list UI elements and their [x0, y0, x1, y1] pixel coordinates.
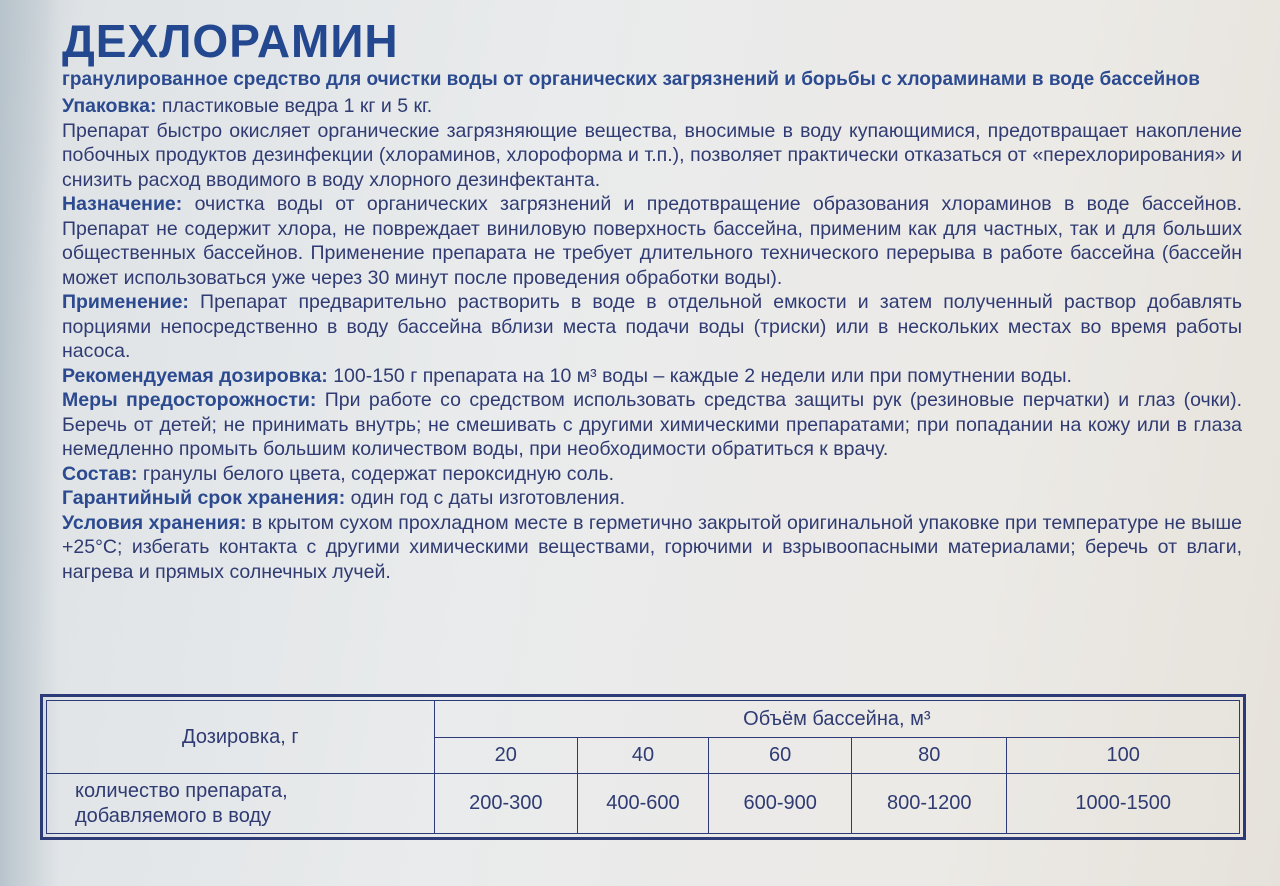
- section-description: [62, 119, 1242, 193]
- amount-label-line: добавляемого в воду: [75, 804, 272, 827]
- section-text: в крытом сухом прохладном месте в герметично закрытой оригинальной упаковке при температуре не выше +25°С; избегать контакта с другими химическими веществами, горючими и взрывоопасными материалами; беречь от влаги, нагрева и прямых солнечных лучей.: [62, 511, 1243, 583]
- amount-cell: 800-1200: [852, 774, 1007, 834]
- table-amount-row: [47, 774, 1240, 834]
- amount-cell: 1000-1500: [1007, 774, 1240, 834]
- section-text: пластиковые ведра 1 кг и 5 кг.: [156, 95, 433, 117]
- section-dosage: [62, 364, 1242, 389]
- section-usage: [62, 290, 1242, 364]
- section-label: Условия хранения:: [62, 511, 247, 534]
- section-storage: [62, 511, 1242, 585]
- product-subtitle: гранулированное средство для очистки воды от органических загрязнений и борьбы с хлораминами в воде бассейнов: [62, 69, 1200, 90]
- section-purpose: [62, 192, 1242, 290]
- amount-label-line: количество препарата,: [75, 779, 288, 802]
- section-text: При работе со средством использовать средства защиты рук (резиновые перчатки) и глаз (очки). Беречь от детей; не принимать внутрь; не смешивать с другими химическими препаратами; при попадании на кожу или в глаза немедленно промыть большим количеством воды, при необходимости обратиться к врачу.: [62, 389, 1243, 460]
- section-text: один год с даты изготовления.: [345, 487, 626, 509]
- volume-cell: 20: [434, 738, 577, 774]
- section-label: Меры предосторожности:: [62, 389, 317, 411]
- product-title: ДЕХЛОРАМИН: [62, 15, 399, 67]
- amount-cell: 400-600: [577, 774, 708, 834]
- section-text: очистка воды от органических загрязнений и предотвращение образования хлораминов в воде бассейнов. Препарат не содержит хлора, не повреждает виниловую поверхность бассейна, применим как для частных, так и для больших общественных бассейнов. Применение препарата не требует длительного технического перерыва в работе бассейна (бассейн может использоваться уже через 30 минут после проведения обработки воды).: [62, 193, 1242, 289]
- section-label: Назначение:: [62, 193, 183, 215]
- section-text: Препарат быстро окисляет органические загрязняющие вещества, вносимые в воду купающимися, предотвращает накопление побочных продуктов дезинфекции (хлораминов, хлороформа и т.п.), позволяет практически отказаться от «перехлорирования» и снизить расход вводимого в воду хлорного дезинфектанта.: [62, 119, 1242, 191]
- section-label: Состав:: [62, 462, 138, 485]
- amount-cell: 600-900: [709, 774, 852, 834]
- section-label: Применение:: [62, 291, 189, 313]
- section-label: Рекомендуемая дозировка:: [62, 364, 328, 387]
- dosage-table: [46, 700, 1240, 834]
- amount-label-cell: [47, 774, 435, 834]
- volume-header-cell: Объём бассейна, м³: [434, 701, 1239, 738]
- section-composition: [62, 462, 1242, 487]
- table-header-row: [47, 701, 1240, 738]
- volume-cell: 80: [852, 738, 1007, 774]
- section-packaging: [62, 94, 1242, 119]
- section-label: Упаковка:: [62, 95, 157, 117]
- volume-cell: 100: [1007, 738, 1240, 774]
- section-text: гранулы белого цвета, содержат пероксидную соль.: [137, 462, 615, 485]
- section-shelf-life: [62, 486, 1242, 511]
- section-text: Препарат предварительно растворить в воде в отдельной емкости и затем полученный раствор добавлять порциями непосредственно в воду бассейна вблизи места подачи воды (триски) или в нескольких местах во время работы насоса.: [62, 291, 1242, 362]
- section-text: 100-150 г препарата на 10 м³ воды – каждые 2 недели или при помутнении воды.: [327, 364, 1072, 387]
- dosage-table-frame: [40, 694, 1246, 840]
- amount-cell: 200-300: [434, 774, 577, 834]
- section-precautions: [62, 388, 1242, 462]
- volume-cell: 60: [709, 738, 852, 774]
- instruction-sheet: [62, 14, 1242, 584]
- volume-cell: 40: [577, 738, 708, 774]
- dosage-header-cell: Дозировка, г: [47, 701, 435, 774]
- section-label: Гарантийный срок хранения:: [62, 487, 346, 509]
